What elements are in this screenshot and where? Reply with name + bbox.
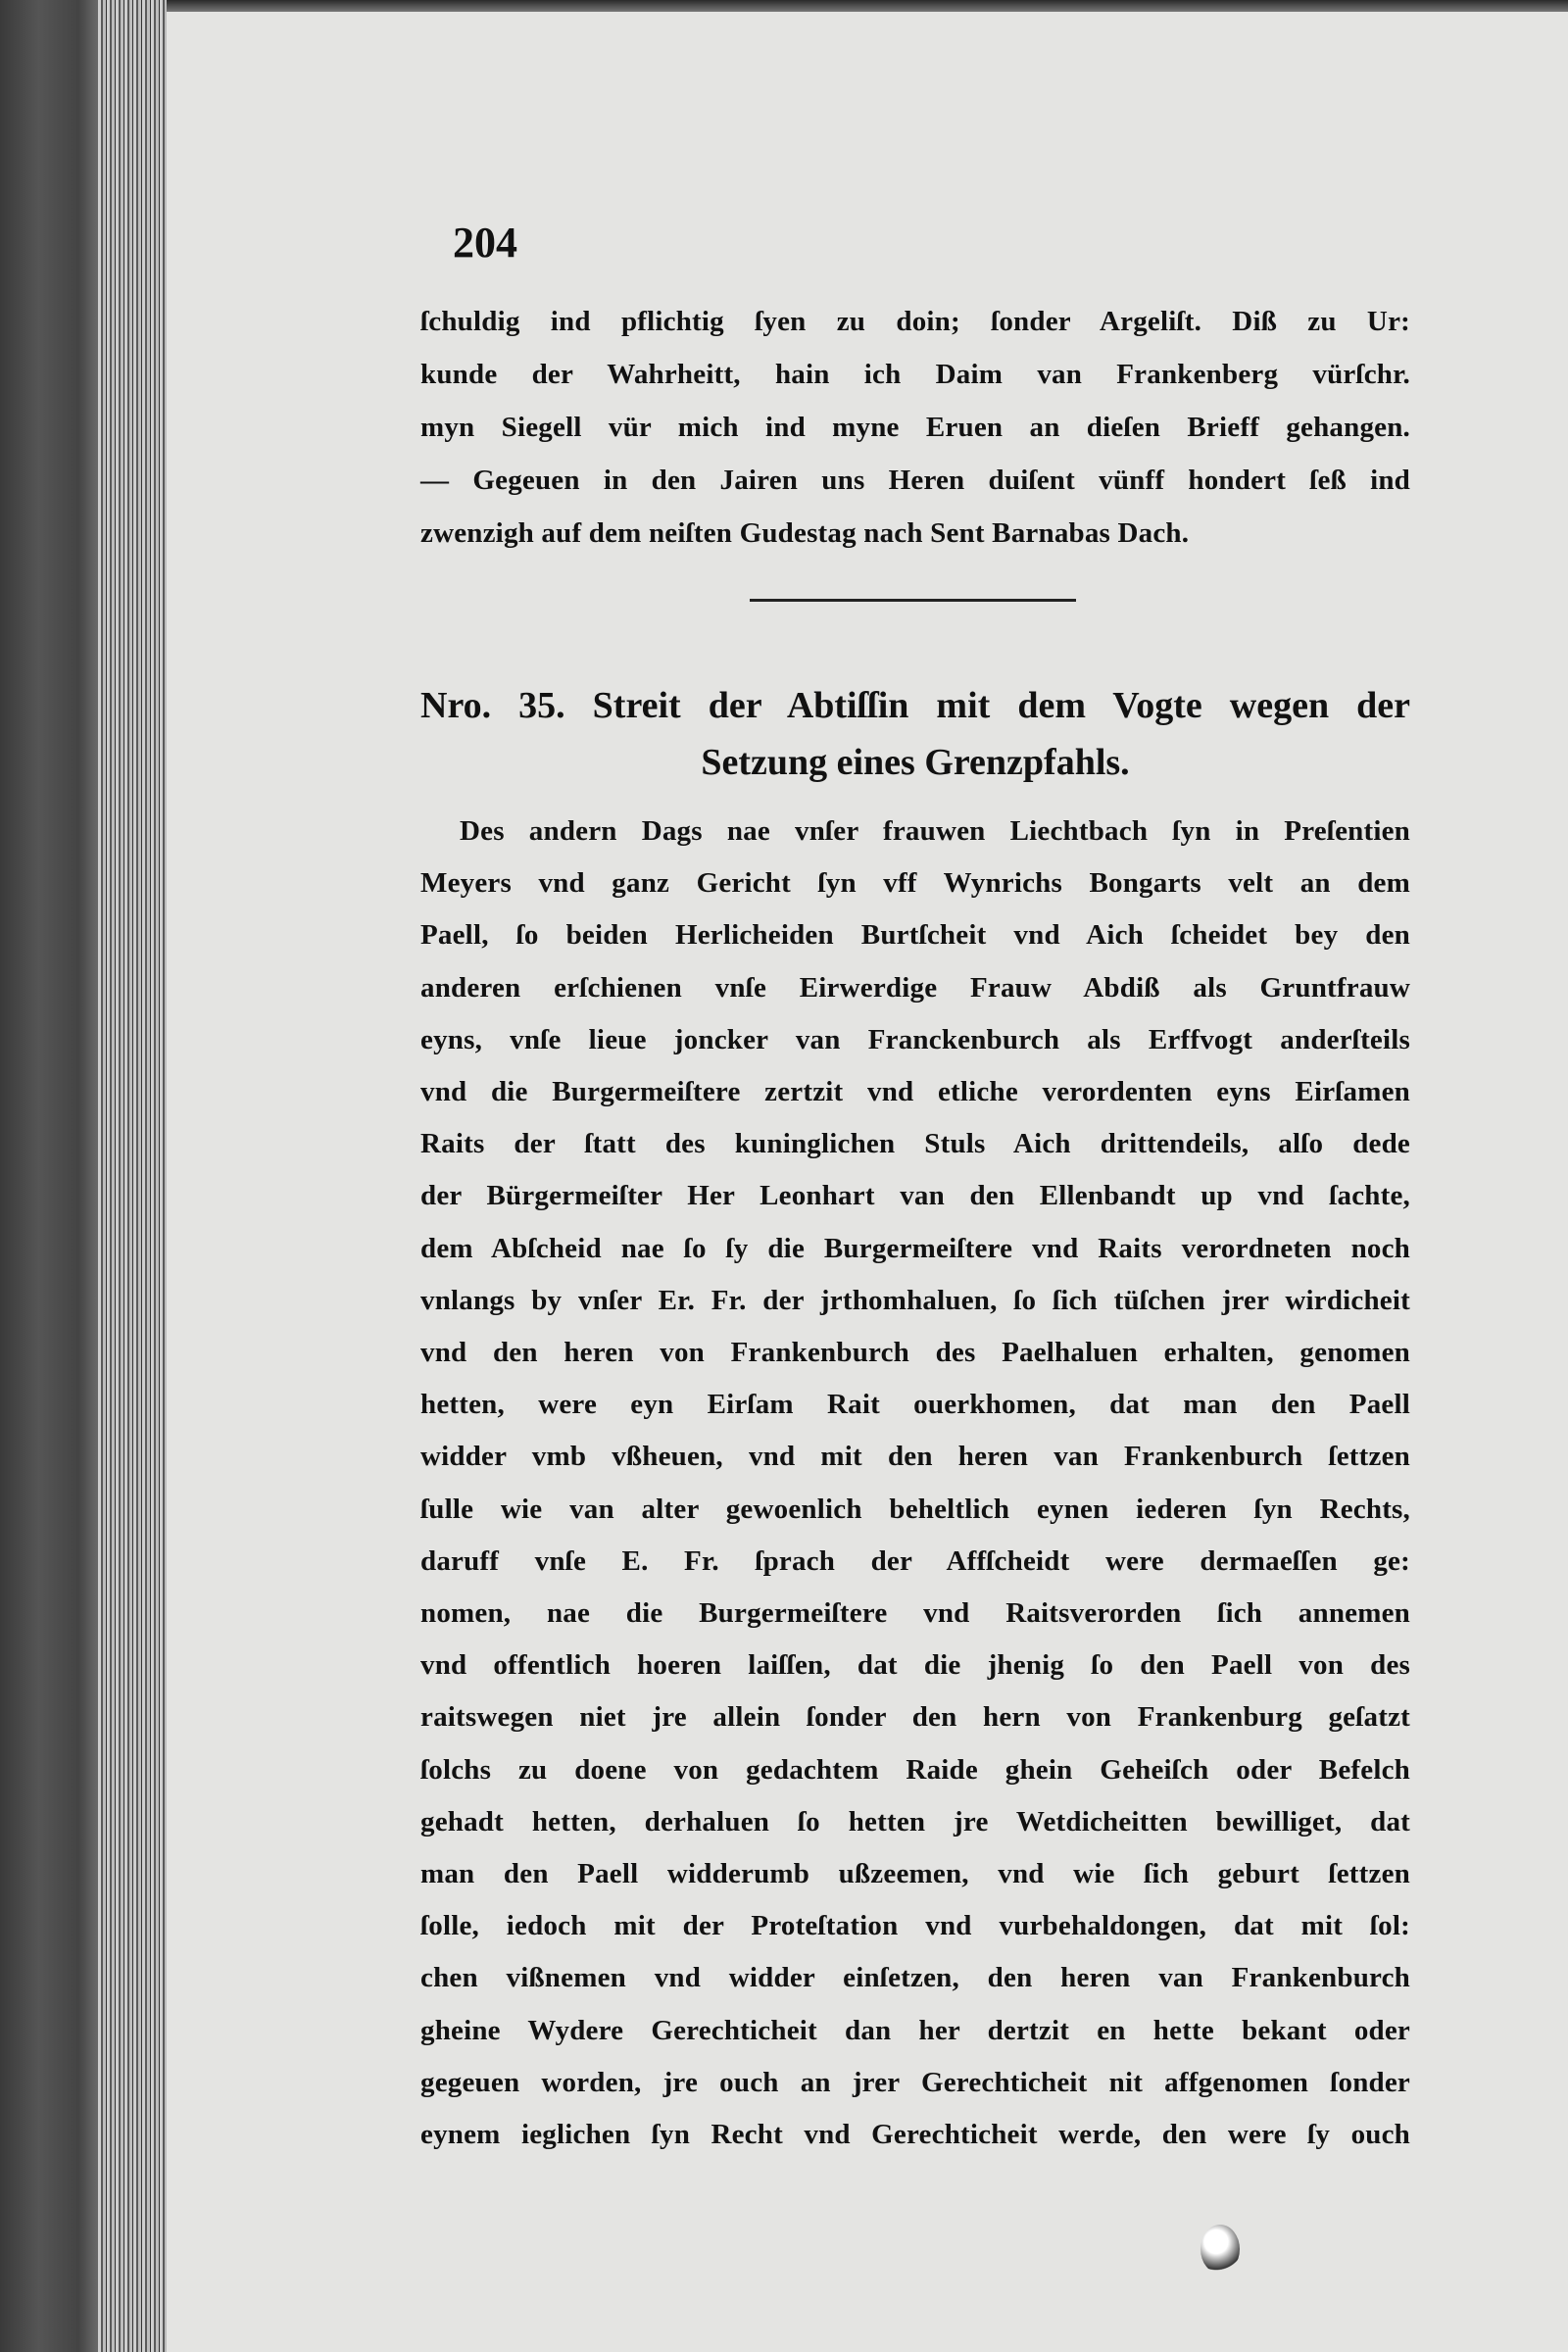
text-line: ſchuldig ind pflichtig ſyen zu doin; ſonder Argeliſt. Diß zu Ur: [420,306,1410,337]
section-heading-line-1: Nro. 35. Streit der Abtiſſin mit dem Vogte wegen der [420,685,1410,726]
text-line: vnd den heren von Frankenburch des Paelhaluen erhalten, genomen [420,1337,1410,1368]
text-line: Raits der ſtatt des kuninglichen Stuls Aich drittendeils, alſo dede [420,1128,1410,1160]
text-line: gheine Wydere Gerechticheit dan her dertzit en hette bekant oder [420,2014,1410,2046]
page-number: 204 [453,219,517,267]
text-line: eyns, vnſe lieue joncker van Franckenburch als Erffvogt anderſteils [420,1023,1410,1055]
text-line: Des andern Dags nae vnſer frauwen Liechtbach ſyn in Preſentien [460,815,1410,847]
text-line: ſolle, iedoch mit der Proteſtation vnd vurbehaldongen, dat mit ſol: [420,1910,1410,1942]
scan-smudge [1200,2225,1240,2274]
text-line: myn Siegell vür mich ind myne Eruen an dieſen Brieff gehangen. [420,412,1410,443]
text-line: — Gegeuen in den Jairen uns Heren duiſent vünff hondert ſeß ind [420,465,1410,496]
text-line: chen vißnemen vnd widder einſetzen, den heren van Frankenburch [420,1962,1410,1994]
text-line: raitswegen niet jre allein ſonder den hern von Frankenburg geſatzt [420,1701,1410,1734]
text-line: zwenzigh auf dem neiſten Gudestag nach Sent Barnabas Dach. [420,517,1190,549]
section-divider [750,599,1076,602]
page-edges [98,0,167,2352]
book-binding [0,0,98,2352]
text-line: ſolchs zu doene von gedachtem Raide ghein Geheiſch oder Befelch [420,1753,1410,1786]
section-heading-line-2: Setzung eines Grenzpfahls. [701,742,1130,783]
text-line: anderen erſchienen vnſe Eirwerdige Frauw Abdiß als Gruntfrauw [420,971,1410,1004]
text-line: gegeuen worden, jre ouch an jrer Gerechticheit nit affgenomen ſonder [420,2066,1410,2098]
text-line: vnlangs by vnſer Er. Fr. der jrthomhaluen, ſo ſich tüſchen jrer wirdicheit [420,1284,1410,1316]
text-line: daruff vnſe E. Fr. ſprach der Affſcheidt were dermaeſſen ge: [420,1544,1410,1577]
text-line: widder vmb vßheuen, vnd mit den heren van Frankenburch ſettzen [420,1441,1410,1473]
text-line: man den Paell widderumb ußzeemen, vnd wie ſich geburt ſettzen [420,1858,1410,1889]
text-line: gehadt hetten, derhaluen ſo hetten jre Wetdicheitten bewilliget, dat [420,1805,1410,1838]
text-line: ſulle wie van alter gewoenlich beheltlich eynen iederen ſyn Rechts, [420,1493,1410,1525]
text-line: vnd die Burgermeiſtere zertzit vnd etliche verordenten eyns Eirſamen [420,1076,1410,1107]
text-line: der Bürgermeiſter Her Leonhart van den Ellenbandt up vnd ſachte, [420,1180,1410,1212]
text-line: Paell, ſo beiden Herlicheiden Burtſcheit vnd Aich ſcheidet bey den [420,919,1410,952]
text-line: eynem ieglichen ſyn Recht vnd Gerechticheit werde, den were ſy ouch [420,2119,1410,2150]
text-line: Meyers vnd ganz Gericht ſyn vff Wynrichs Bongarts velt an dem [420,867,1410,900]
text-line: dem Abſcheid nae ſo ſy die Burgermeiſtere vnd Raits verordneten noch [420,1232,1410,1264]
text-line: nomen, nae die Burgermeiſtere vnd Raitsverorden ſich annemen [420,1597,1410,1629]
text-line: hetten, were eyn Eirſam Rait ouerkhomen, dat man den Paell [420,1389,1410,1421]
text-line: kunde der Wahrheitt, hain ich Daim van Frankenberg vürſchr. [420,359,1410,390]
text-line: vnd offentlich hoeren laiſſen, dat die jhenig ſo den Paell von des [420,1649,1410,1682]
scan-top-edge [0,0,1568,12]
